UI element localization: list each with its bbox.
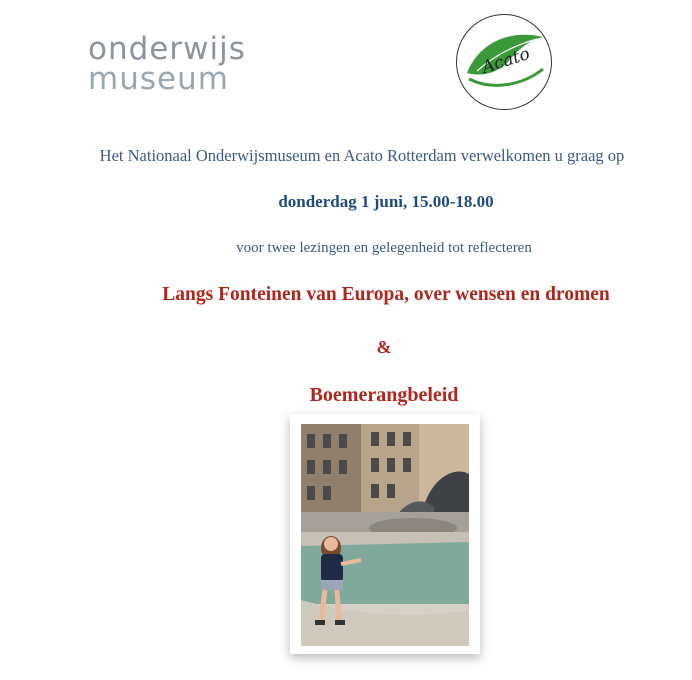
intro-text: Het Nationaal Onderwijsmuseum en Acato Rotterdam verwelkomen u graag op: [99, 146, 625, 165]
event-subtitle: voor twee lezingen en gelegenheid tot reflecteren: [236, 240, 532, 256]
acato-logo: [456, 14, 552, 110]
lecture-title-2: Boemerangbeleid: [309, 384, 459, 406]
logo-line-1: onderwijs: [88, 31, 246, 67]
acato-logo-text: Acato: [479, 43, 533, 79]
lecture-title-1: Langs Fonteinen van Europa, over wensen en dromen: [162, 284, 610, 305]
event-date: donderdag 1 juni, 15.00-18.00: [278, 192, 494, 211]
ampersand: &: [376, 337, 392, 357]
fountain-photo-image: [301, 424, 469, 646]
logo-line-2: museum: [88, 61, 229, 97]
onderwijsmuseum-logo: [88, 31, 268, 100]
fountain-photo: [290, 414, 480, 654]
